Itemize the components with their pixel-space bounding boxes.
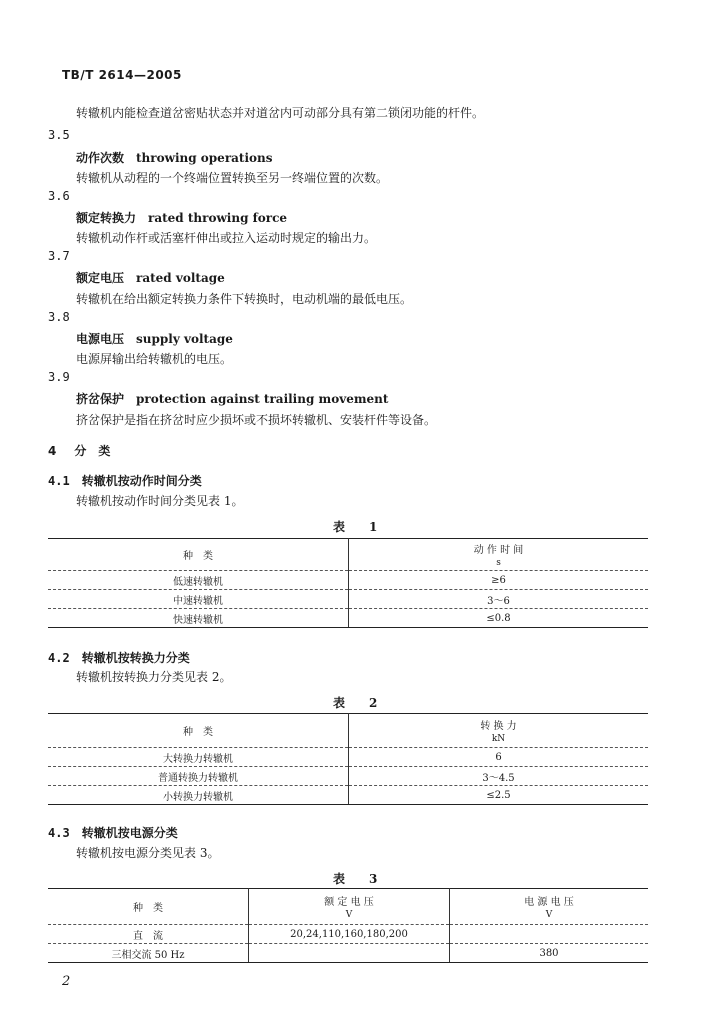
table-1 (48, 538, 648, 628)
table-row: 直 流 20,24,110,160,180,200 (48, 925, 648, 944)
term-number: 3.5 (48, 128, 70, 142)
table-row: 大转换力转辙机 6 (48, 748, 648, 767)
term-number: 3.8 (48, 310, 70, 324)
term-title: 电源电压 supply voltage (76, 332, 233, 346)
table-row: 低速转辙机 ≥6 (48, 571, 648, 590)
term-definition: 转辙机动作杆或活塞杆伸出或拉入运动时规定的输出力。 (76, 231, 377, 245)
table-caption: 表 1 (333, 520, 384, 534)
term-definition: 转辙机从动程的一个终端位置转换至另一终端位置的次数。 (76, 171, 389, 185)
table-header-cell: 种 类 (48, 889, 249, 925)
term-definition: 挤岔保护是指在挤岔时应少损坏或不损坏转辙机、安装杆件等设备。 (76, 413, 437, 427)
subsection-text: 转辙机按转换力分类见表 2。 (76, 670, 232, 684)
term-title: 挤岔保护 protection against trailing movement (76, 392, 389, 406)
subsection-heading: 4.2 转辙机按转换力分类 (48, 651, 190, 665)
table-caption: 表 3 (333, 872, 384, 886)
table-caption: 表 2 (333, 696, 384, 710)
subsection-text: 转辙机按电源分类见表 3。 (76, 846, 220, 860)
term-title: 额定转换力 rated throwing force (76, 211, 288, 225)
page-number: 2 (62, 974, 71, 989)
table-row: 小转换力转辙机 ≤2.5 (48, 786, 648, 805)
term-definition: 电源屏输出给转辙机的电压。 (76, 352, 233, 366)
subsection-heading: 4.3 转辙机按电源分类 (48, 826, 178, 840)
table-row: 快速转辙机 ≤0.8 (48, 609, 648, 628)
table-header-cell: 电 源 电 压 V (450, 889, 649, 925)
document-header: TB/T 2614—2005 (62, 68, 182, 82)
table-header-cell: 动 作 时 间 s (349, 539, 649, 571)
term-title: 动作次数 throwing operations (76, 151, 273, 165)
table-row: 中速转辙机 3～6 (48, 590, 648, 609)
term-title: 额定电压 rated voltage (76, 271, 225, 285)
table-header-cell: 额 定 电 压 V (249, 889, 450, 925)
term-definition: 转辙机在给出额定转换力条件下转换时，电动机端的最低电压。 (76, 292, 413, 306)
subsection-text: 转辙机按动作时间分类见表 1。 (76, 494, 244, 508)
term-number: 3.7 (48, 249, 70, 263)
table-header-cell: 种 类 (48, 714, 349, 748)
term-number: 3.9 (48, 370, 70, 384)
table-row: 三相交流 50 Hz 380 (48, 944, 648, 963)
table-2 (48, 713, 648, 805)
table-3 (48, 888, 648, 963)
term-number: 3.6 (48, 189, 70, 203)
intro-line: 转辙机内能检查道岔密贴状态并对道岔内可动部分具有第二锁闭功能的杆件。 (76, 106, 485, 120)
table-header-cell: 转 换 力 kN (349, 714, 649, 748)
subsection-heading: 4.1 转辙机按动作时间分类 (48, 474, 202, 488)
section-heading: 4 分 类 (48, 444, 111, 458)
table-header-cell: 种 类 (48, 539, 349, 571)
table-row: 普通转换力转辙机 3～4.5 (48, 767, 648, 786)
